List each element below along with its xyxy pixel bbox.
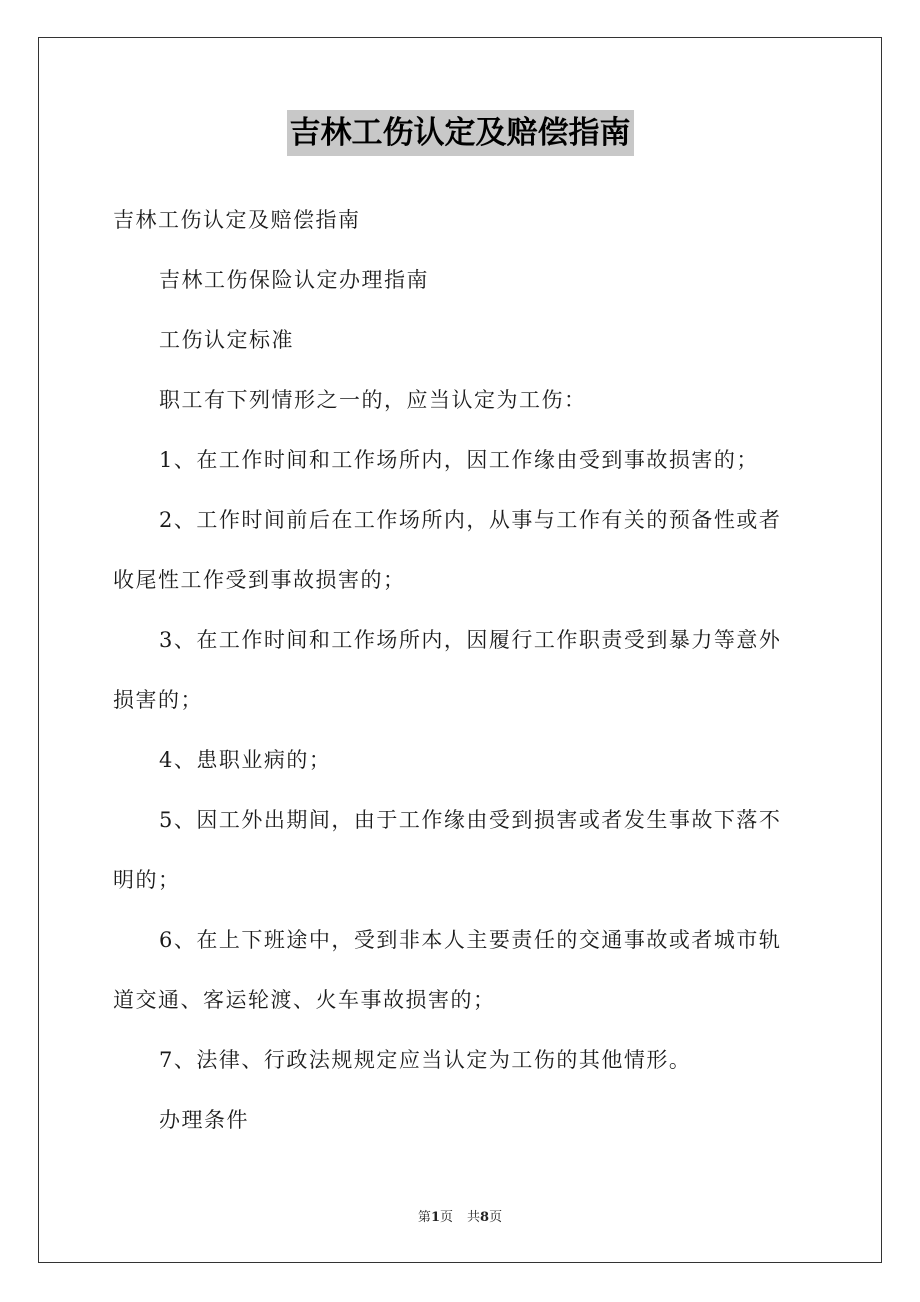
list-item-continuation: 收尾性工作受到事故损害的； bbox=[113, 568, 406, 592]
list-item: 1、在工作时间和工作场所内，因工作缘由受到事故损害的； bbox=[159, 448, 759, 472]
list-item-continuation: 损害的； bbox=[113, 688, 203, 712]
total-pages: 8 bbox=[480, 1210, 490, 1225]
list-item: 3、在工作时间和工作场所内，因履行工作职责受到暴力等意外 bbox=[159, 628, 782, 652]
page-suffix: 页 bbox=[439, 1210, 453, 1225]
page-prefix: 第 bbox=[417, 1210, 431, 1225]
list-item-continuation: 道交通、客运轮渡、火车事故损害的； bbox=[113, 988, 496, 1012]
document-title: 吉林工伤认定及赔偿指南 bbox=[287, 110, 634, 156]
document-body bbox=[113, 190, 803, 1150]
list-item: 5、因工外出期间，由于工作缘由受到损害或者发生事故下落不 bbox=[159, 808, 782, 832]
page-footer bbox=[0, 1206, 920, 1225]
total-suffix: 页 bbox=[489, 1210, 503, 1225]
total-prefix: 共 bbox=[467, 1210, 481, 1225]
list-item: 2、工作时间前后在工作场所内，从事与工作有关的预备性或者 bbox=[159, 508, 782, 532]
list-item: 6、在上下班途中，受到非本人主要责任的交通事故或者城市轨 bbox=[159, 928, 782, 952]
page-number: 1 bbox=[430, 1210, 440, 1225]
section-heading: 工伤认定标准 bbox=[159, 328, 294, 352]
body-line: 职工有下列情形之一的，应当认定为工伤： bbox=[159, 388, 587, 412]
body-line: 吉林工伤保险认定办理指南 bbox=[159, 268, 429, 292]
section-heading: 办理条件 bbox=[159, 1108, 249, 1132]
body-line: 吉林工伤认定及赔偿指南 bbox=[113, 208, 361, 232]
title-container bbox=[0, 110, 920, 156]
list-item-continuation: 明的； bbox=[113, 868, 181, 892]
list-item: 4、患职业病的； bbox=[159, 748, 332, 772]
list-item: 7、法律、行政法规规定应当认定为工伤的其他情形。 bbox=[159, 1048, 692, 1072]
